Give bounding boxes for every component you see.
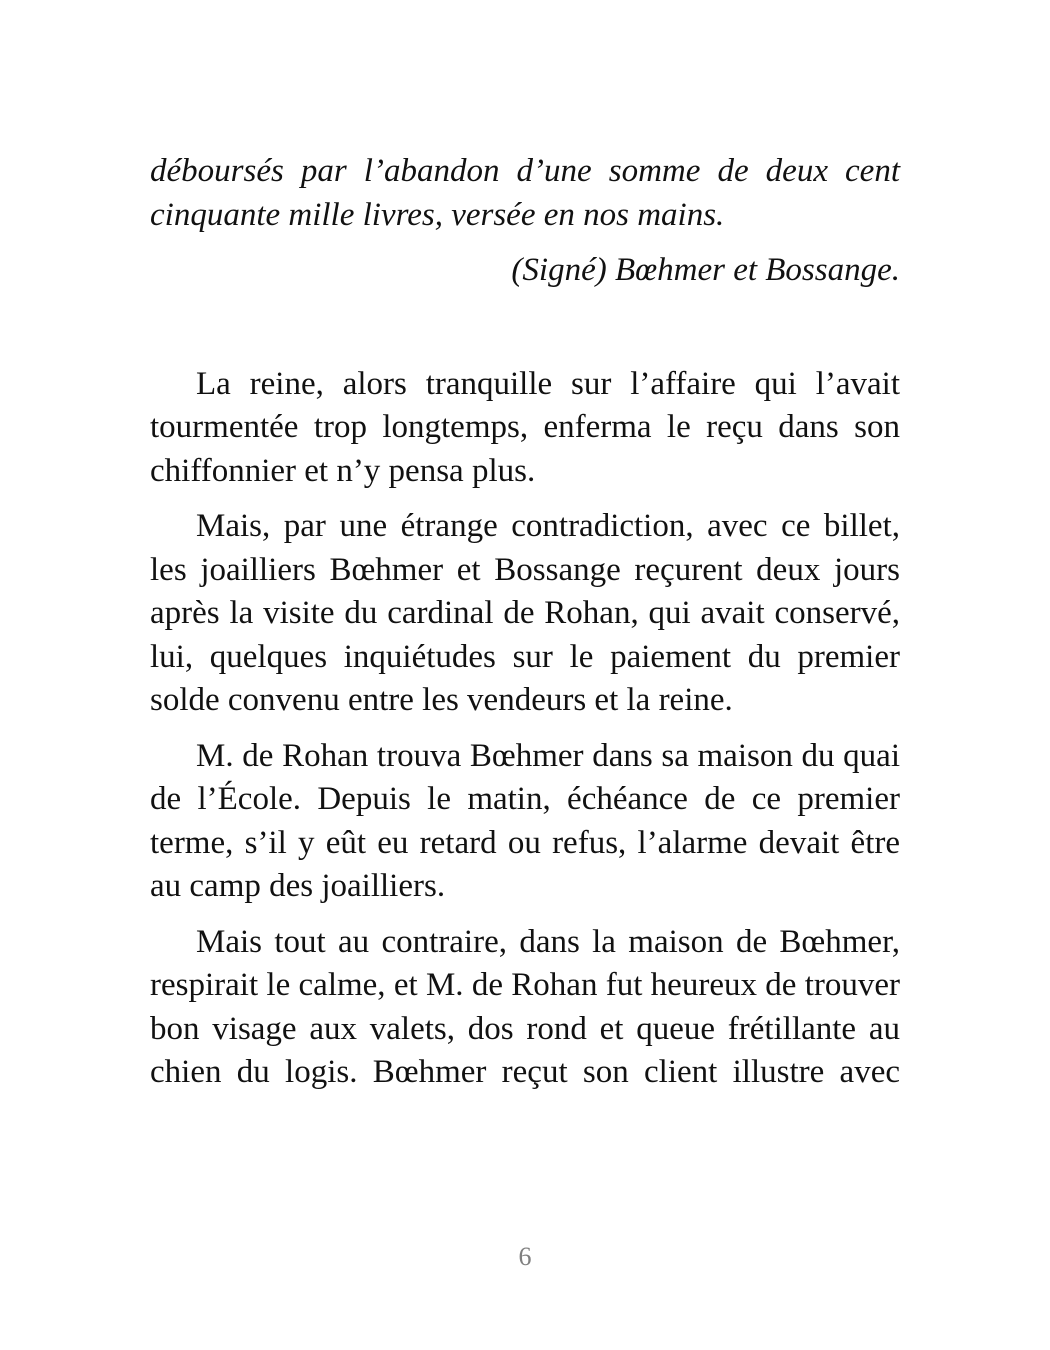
- paragraph-1: La reine, alors tranquille sur l’affaire qui l’avait tourmentée trop longtemps, enferma le reçu dans son chiffonnier et n’y pensa plus.: [150, 365, 900, 489]
- quoted-letter-ending: déboursés par l’abandon d’une somme de deux cent cinquante mille livres, versée en nos mains.: [150, 153, 900, 233]
- page-number: 6: [518, 1242, 532, 1271]
- letter-signature: (Signé) Bœhmer et Bossange.: [511, 252, 900, 288]
- paragraph-4: Mais tout au contraire, dans la maison de Bœhmer, respirait le calme, et M. de Rohan fut heureux de trouver bon visage aux valets, dos rond et queue frétillante au chien du logis. Bœhmer reçut son client illustre avec: [150, 923, 900, 1090]
- paragraph-2: Mais, par une étrange contradiction, avec ce billet, les joailliers Bœhmer et Bossange reçurent deux jours après la visite du cardinal de Rohan, qui avait conservé, lui, quelques inquiétudes sur le paiement du premier solde convenu entre les vendeurs et la reine.: [150, 508, 900, 718]
- page-text-block: [150, 150, 900, 1095]
- paragraph-3: M. de Rohan trouva Bœhmer dans sa maison du quai de l’École. Depuis le matin, échéance de ce premier terme, s’il y eût eu retard ou refus, l’alarme devait être au camp des joailliers.: [150, 737, 900, 904]
